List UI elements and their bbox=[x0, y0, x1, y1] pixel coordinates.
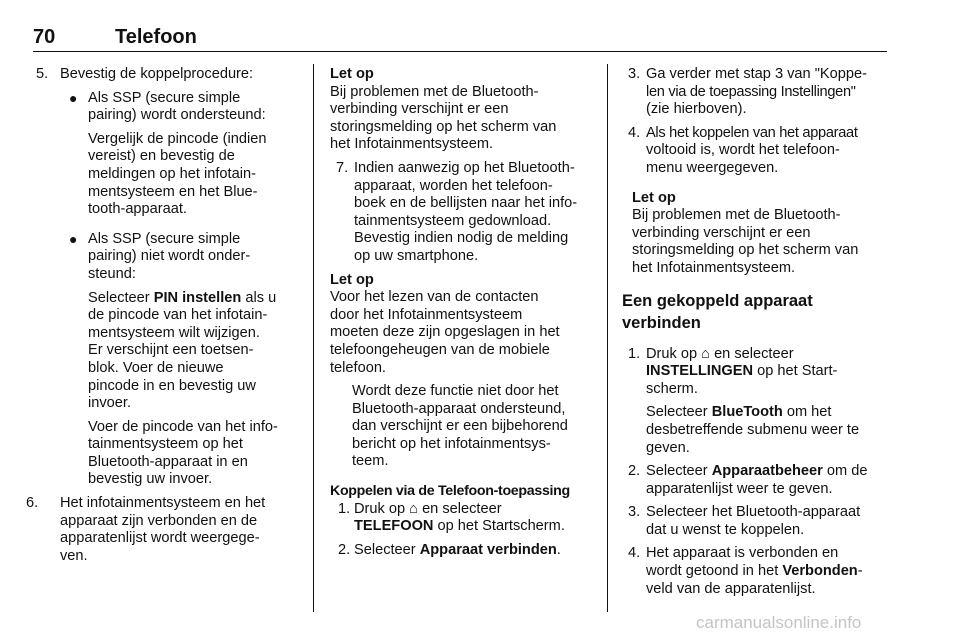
step-6 bbox=[26, 495, 304, 565]
step-4 bbox=[622, 125, 890, 178]
text-line: verbinding verschijnt er een bbox=[632, 224, 811, 241]
text-line: INSTELLINGEN op het Start- bbox=[646, 363, 838, 380]
text-line: Bevestig indien nodig de melding bbox=[354, 230, 569, 247]
text-line: Bluetooth-apparaat in en bbox=[88, 453, 248, 470]
menu-label: Apparaatbeheer bbox=[711, 463, 823, 480]
text-line: het Infotainmentsysteem. bbox=[632, 259, 796, 276]
text-line: apparaat zijn verbonden en de bbox=[60, 512, 258, 529]
text-line: Er verschijnt een toetsen- bbox=[88, 342, 254, 359]
text-line: bevestig uw invoer. bbox=[88, 471, 213, 488]
text-line: desbetreffende submenu weer te bbox=[646, 421, 860, 438]
step-number: 6. bbox=[26, 495, 39, 512]
paragraph bbox=[36, 290, 304, 413]
text-line: len via de toepassing Instellingen" bbox=[646, 83, 856, 100]
watermark: carmanualsonline.info bbox=[696, 613, 862, 632]
text-line: invoer. bbox=[88, 395, 131, 412]
column-3 bbox=[622, 66, 890, 598]
note-box bbox=[622, 190, 890, 278]
text-line: Ga verder met stap 3 van "Koppe- bbox=[646, 66, 867, 82]
column-divider-2 bbox=[607, 64, 608, 612]
text-line: meldingen op het infotain- bbox=[88, 165, 256, 182]
text-line: (zie hierboven). bbox=[646, 101, 747, 118]
note-box bbox=[330, 66, 596, 154]
text-line: apparaat, worden het telefoon- bbox=[354, 177, 553, 194]
section-heading: Een gekoppeld apparaat verbinden bbox=[622, 291, 813, 332]
text-line: storingsmelding op het scherm van bbox=[632, 242, 859, 259]
text-line: Voor het lezen van de contacten bbox=[330, 289, 539, 306]
home-icon: ⌂ bbox=[701, 345, 710, 362]
menu-label: Verbonden bbox=[782, 563, 858, 580]
text-line: pincode in en bevestig uw bbox=[88, 377, 256, 394]
text-line: Als SSP (secure simple bbox=[88, 89, 241, 106]
text-line: tainmentsysteem gedownload. bbox=[354, 212, 552, 229]
text-line: dan verschijnt er een bijbehorend bbox=[352, 418, 568, 435]
step-number: 3. bbox=[628, 66, 641, 82]
bullet-icon: ● bbox=[69, 89, 78, 106]
text-line: Bluetooth-apparaat ondersteund, bbox=[352, 400, 566, 417]
paragraph bbox=[330, 383, 596, 471]
page-number: 70 bbox=[33, 26, 56, 48]
menu-label: PIN instellen bbox=[153, 289, 242, 306]
note-title: Let op bbox=[330, 271, 374, 288]
text-line: Selecteer BlueTooth om het bbox=[646, 404, 832, 421]
text-line: boek en de bellijsten naar het info- bbox=[354, 195, 578, 212]
step-number: 3. bbox=[628, 504, 641, 521]
text-line: Indien aanwezig op het Bluetooth- bbox=[354, 159, 575, 176]
text-line: Bij problemen met de Bluetooth- bbox=[632, 207, 841, 224]
connect-step-3 bbox=[622, 504, 890, 539]
text-line: op uw smartphone. bbox=[354, 247, 479, 264]
page-header bbox=[33, 26, 887, 52]
note-title: Let op bbox=[330, 66, 374, 82]
step-3 bbox=[622, 66, 890, 119]
menu-label: BlueTooth bbox=[711, 404, 783, 421]
text-line: pairing) niet wordt onder- bbox=[88, 248, 251, 265]
text-line: Als SSP (secure simple bbox=[88, 230, 241, 247]
text-line: mentsysteem en het Blue- bbox=[88, 183, 258, 200]
text-line: apparatenlijst weer te geven. bbox=[646, 480, 833, 497]
bullet-item bbox=[36, 90, 304, 125]
text-line: apparatenlijst wordt weergege- bbox=[60, 530, 260, 547]
text-line: scherm. bbox=[646, 380, 698, 397]
paragraph bbox=[36, 131, 304, 219]
text-line: pairing) wordt ondersteund: bbox=[88, 107, 266, 124]
step-number: 7. bbox=[336, 159, 349, 176]
bullet-icon: ● bbox=[69, 230, 78, 247]
text-line: Druk op ⌂ en selecteer bbox=[354, 500, 502, 517]
step-number: 5. bbox=[36, 66, 49, 82]
text-line: verbinding verschijnt er een bbox=[330, 101, 509, 118]
step-number: 2. bbox=[628, 463, 641, 480]
note-box bbox=[330, 272, 596, 378]
text-line: Voer de pincode van het info- bbox=[88, 418, 278, 435]
text-line: Druk op ⌂ en selecteer bbox=[646, 345, 794, 362]
text-line: Selecteer PIN instellen als u bbox=[88, 289, 277, 306]
text-line: steund: bbox=[88, 265, 136, 282]
step-number: 4. bbox=[628, 124, 641, 141]
text-line: tainmentsysteem op het bbox=[88, 436, 243, 453]
step-7 bbox=[330, 160, 596, 266]
sub-step-1 bbox=[330, 501, 596, 536]
text-line: Het apparaat is verbonden en bbox=[646, 545, 839, 562]
text-line: Wordt deze functie niet door het bbox=[352, 383, 559, 400]
sub-step-2 bbox=[330, 542, 596, 560]
text-line: de pincode van het infotain- bbox=[88, 307, 268, 324]
text-line: geven. bbox=[646, 439, 690, 456]
step-number: 1. bbox=[338, 500, 351, 517]
text-line: het Infotainmentsysteem. bbox=[330, 136, 494, 153]
step-5 bbox=[36, 66, 304, 84]
step-number: 4. bbox=[628, 545, 641, 562]
step-number: 1. bbox=[628, 345, 641, 362]
text-line: vereist) en bevestig de bbox=[88, 148, 235, 165]
column-divider-1 bbox=[313, 64, 314, 612]
text-line: telefoongeheugen van de mobiele bbox=[330, 341, 550, 358]
connect-step-1 bbox=[622, 346, 890, 458]
text-line: door het Infotainmentsysteem bbox=[330, 306, 523, 323]
text-line: Bij problemen met de Bluetooth- bbox=[330, 83, 539, 100]
text-line: mentsysteem wilt wijzigen. bbox=[88, 324, 260, 341]
text-line: Het infotainmentsysteem en het bbox=[60, 495, 266, 512]
connect-step-2 bbox=[622, 463, 890, 498]
text-line: Selecteer het Bluetooth-apparaat bbox=[646, 504, 861, 521]
step-number: 2. bbox=[338, 541, 351, 558]
page-title: Telefoon bbox=[115, 26, 197, 48]
column-1 bbox=[26, 66, 304, 565]
text-line: veld van de apparatenlijst. bbox=[646, 580, 816, 597]
text-line: Selecteer Apparaatbeheer om de bbox=[646, 463, 868, 480]
text-line: Als het koppelen van het apparaat bbox=[646, 124, 858, 141]
menu-label: Apparaat verbinden bbox=[419, 541, 557, 558]
text-line: voltooid is, wordt het telefoon- bbox=[646, 142, 840, 159]
text-line: storingsmelding op het scherm van bbox=[330, 118, 557, 135]
text-line: telefoon. bbox=[330, 359, 386, 376]
text-line: Vergelijk de pincode (indien bbox=[88, 130, 267, 147]
connect-step-4 bbox=[622, 545, 890, 598]
text-line: menu weergegeven. bbox=[646, 159, 779, 176]
sub-heading: Koppelen via de Telefoon-toepassing bbox=[330, 483, 570, 500]
text-line: dat u wenst te koppelen. bbox=[646, 521, 805, 538]
menu-label: INSTELLINGEN bbox=[646, 363, 754, 380]
bullet-item bbox=[36, 231, 304, 284]
text-line: moeten deze zijn opgeslagen in het bbox=[330, 324, 560, 341]
text-line: teem. bbox=[352, 453, 389, 470]
text-line: TELEFOON op het Startscherm. bbox=[354, 518, 565, 535]
text-line: bericht op het infotainmentsys- bbox=[352, 435, 551, 452]
menu-label: TELEFOON bbox=[354, 518, 434, 535]
column-2 bbox=[330, 66, 596, 559]
text-line: wordt getoond in het Verbonden- bbox=[646, 563, 863, 580]
text-line: ven. bbox=[60, 547, 88, 564]
home-icon: ⌂ bbox=[409, 500, 418, 517]
text-line: tooth-apparaat. bbox=[88, 201, 187, 218]
text-line: blok. Voer de nieuwe bbox=[88, 359, 224, 376]
note-title: Let op bbox=[632, 189, 676, 206]
step-text: Bevestig de koppelprocedure: bbox=[60, 66, 254, 82]
text-line: Selecteer Apparaat verbinden. bbox=[354, 541, 561, 558]
paragraph bbox=[36, 419, 304, 489]
